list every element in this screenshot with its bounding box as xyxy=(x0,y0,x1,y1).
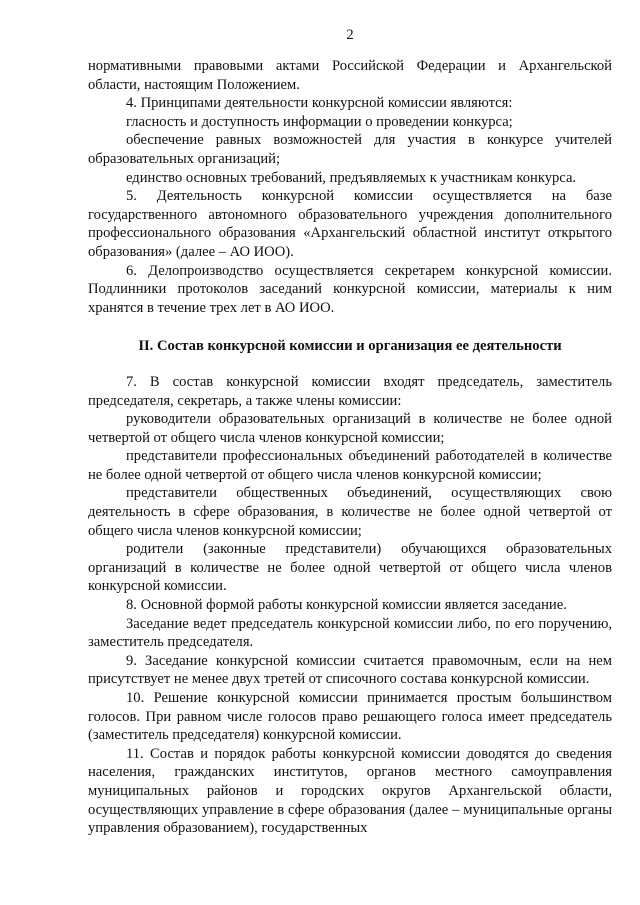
page-number: 2 xyxy=(346,27,354,43)
section-one-continuation xyxy=(88,57,612,317)
paragraph-continuation: нормативными правовыми актами Российской Федерации и Архангельской области, настоящим Положением. xyxy=(88,58,612,93)
section-heading: II. Состав конкурсной комиссии и организация ее деятельности xyxy=(138,338,562,355)
paragraph-5: 5. Деятельность конкурсной комиссии осуществляется на базе государственного автономного образовательного учреждения дополнительного профессионального образования «Архангельский областной институт открытого образования» (далее – АО ИОО). xyxy=(88,188,612,260)
paragraph-4-item-publicity: гласность и доступность информации о проведении конкурса; xyxy=(126,113,513,130)
paragraph-6: 6. Делопроизводство осуществляется секретарем конкурсной комиссии. Подлинники протоколов заседаний конкурсной комиссии, материалы к ним хранятся в течение трех лет в АО ИОО. xyxy=(88,262,612,316)
paragraph-7-item-public: представители общественных объединений, осуществляющих свою деятельность в сфере образования, в количестве не более одной четвертой от общего числа членов конкурсной комиссии; xyxy=(88,485,612,539)
paragraph-8-chair: Заседание ведет председатель конкурсной комиссии либо, по его поручению, заместитель председателя. xyxy=(88,615,612,651)
paragraph-8: 8. Основной формой работы конкурсной комиссии является заседание. xyxy=(126,597,567,614)
paragraph-4: 4. Принципами деятельности конкурсной комиссии являются: xyxy=(126,95,513,112)
paragraph-11: 11. Состав и порядок работы конкурсной комиссии доводятся до сведения населения, гражданских институтов, органов местного самоуправления муниципальных районов и городских округов Архангельской области, осуществляющих управление в сфере образования (далее – муниципальные органы управления образованием), государственных xyxy=(88,745,612,837)
paragraph-7-item-employers: представители профессиональных объединений работодателей в количестве не более одной четвертой от общего числа членов конкурсной комиссии; xyxy=(88,448,612,483)
paragraph-4-item-unity: единство основных требований, предъявляемых к участникам конкурса. xyxy=(126,169,577,186)
paragraph-7: 7. В состав конкурсной комиссии входят председатель, заместитель председателя, секретарь, а также члены комиссии: xyxy=(88,373,612,409)
paragraph-10: 10. Решение конкурсной комиссии принимается простым большинством голосов. При равном числе голосов право решающего голоса имеет председатель (заместитель председателя) конкурсной комиссии. xyxy=(88,690,612,744)
section-two-body xyxy=(88,373,612,838)
paragraph-7-item-parents: родители (законные представители) обучающихся образовательных организаций в количестве не более одной четвертой от общего числа членов конкурсной комиссии. xyxy=(88,541,612,595)
paragraph-7-item-heads: руководители образовательных организаций в количестве не более одной четвертой от общего числа членов конкурсной комиссии; xyxy=(88,411,612,446)
document-page xyxy=(88,26,612,838)
paragraph-4-item-equal-opportunity: обеспечение равных возможностей для участия в конкурсе учителей образовательных организаций; xyxy=(88,132,612,167)
paragraph-9: 9. Заседание конкурсной комиссии считается правомочным, если на нем присутствует не менее двух третей от списочного состава конкурсной комиссии. xyxy=(88,652,612,688)
